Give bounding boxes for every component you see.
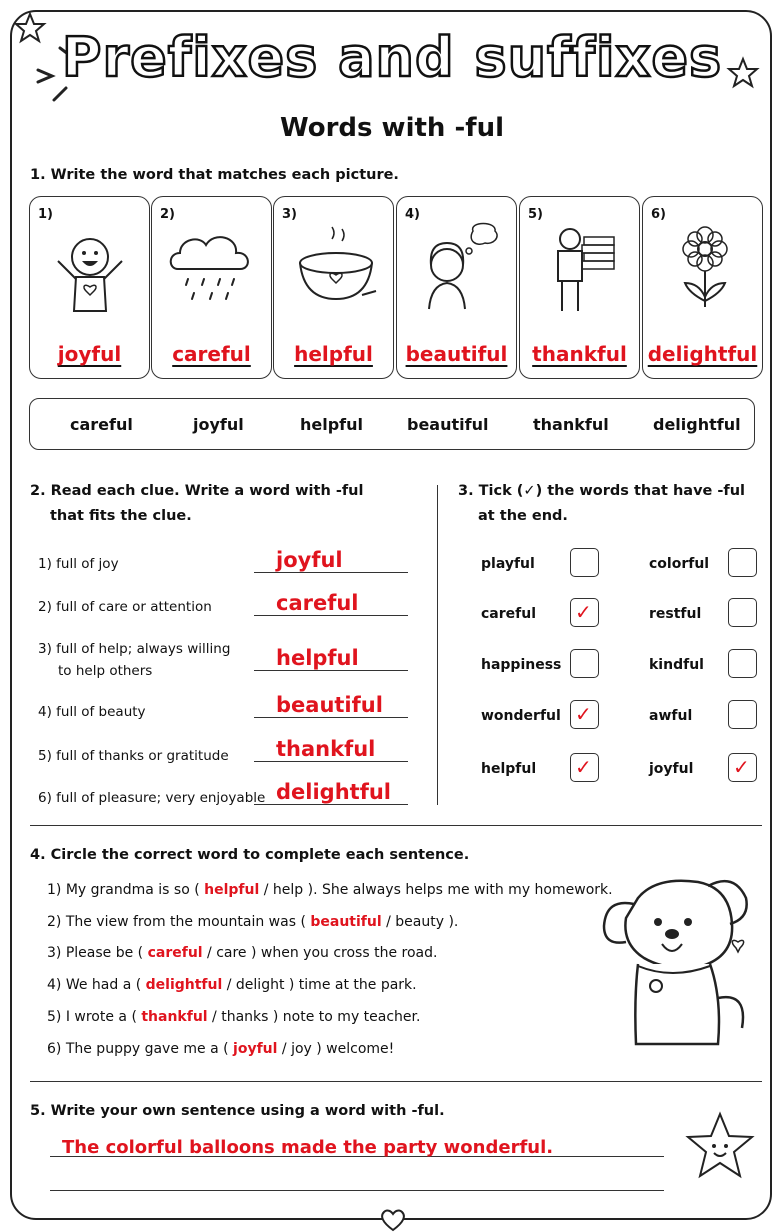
writing-line (50, 1190, 664, 1191)
word-bank-item: careful (70, 415, 133, 434)
word-bank (29, 398, 755, 450)
tick-word: careful (481, 606, 537, 622)
clue-3-line2: to help others (58, 663, 153, 679)
flower-icon (653, 221, 753, 321)
clue-answer-line: careful (254, 591, 408, 616)
clue-6: 6) full of pleasure; very enjoyable (38, 790, 266, 806)
heart-icon (378, 1208, 408, 1232)
boy-with-books-icon (530, 221, 630, 321)
word-bank-item: beautiful (407, 415, 489, 434)
tick-box[interactable]: ✓ (570, 598, 599, 627)
tick-box[interactable] (728, 598, 757, 627)
tick-box[interactable]: ✓ (570, 753, 599, 782)
card-answer: joyful (57, 342, 122, 366)
sentence-5: 5) I wrote a ( thankful / thanks ) note to my teacher. (47, 1009, 421, 1025)
bowl-of-food-icon (284, 221, 384, 321)
card-answer: careful (172, 342, 251, 366)
sentence-1: 1) My grandma is so ( helpful / help ). She always helps me with my homework. (47, 882, 613, 898)
smiling-star-icon (682, 1108, 758, 1184)
sentence-3: 3) Please be ( careful / care ) when you cross the road. (47, 945, 438, 961)
card-answer: thankful (532, 342, 627, 366)
tick-box[interactable]: ✓ (570, 700, 599, 729)
clue-4: 4) full of beauty (38, 704, 146, 720)
column-divider (437, 485, 438, 805)
clue-5: 5) full of thanks or gratitude (38, 748, 229, 764)
word-bank-item: delightful (653, 415, 741, 434)
clue-2: 2) full of care or attention (38, 599, 212, 615)
section2-instruction: 2. Read each clue. Write a word with -ful (30, 483, 364, 499)
section2-instruction-line2: that fits the clue. (50, 508, 192, 524)
section5-instruction: 5. Write your own sentence using a word with -ful. (30, 1103, 445, 1119)
rain-cloud-icon (162, 221, 262, 321)
tick-box[interactable]: ✓ (728, 753, 757, 782)
tick-box[interactable] (728, 649, 757, 678)
word-bank-item: helpful (300, 415, 364, 434)
page-title: Prefixes and suffixes (61, 26, 723, 89)
sentence-6: 6) The puppy gave me a ( joyful / joy ) welcome! (47, 1041, 395, 1057)
card-answer: beautiful (405, 342, 508, 366)
clue-3: 3) full of help; always willing (38, 641, 231, 657)
clue-answer-line: beautiful (254, 693, 408, 718)
own-sentence-answer: The colorful balloons made the party wonderful. (62, 1137, 554, 1158)
clue-1: 1) full of joy (38, 556, 119, 572)
tick-word: helpful (481, 761, 537, 777)
section3-instruction: 3. Tick (✓) the words that have -ful (458, 483, 746, 499)
tick-box[interactable] (728, 700, 757, 729)
word-bank-item: joyful (193, 415, 244, 434)
sentence-2: 2) The view from the mountain was ( beautiful / beauty ). (47, 914, 459, 930)
word-bank-item: thankful (533, 415, 609, 434)
tick-word: kindful (649, 657, 704, 673)
section-divider (30, 825, 762, 826)
sentence-4: 4) We had a ( delightful / delight ) time at the park. (47, 977, 417, 993)
picture-card-1: 1) joyful (29, 196, 150, 379)
card-answer: delightful (647, 342, 758, 366)
tick-word: playful (481, 556, 535, 572)
picture-card-6: 6) delightful (642, 196, 763, 379)
card-answer: helpful (294, 342, 373, 366)
clue-answer-line: helpful (254, 646, 408, 671)
tick-word: wonderful (481, 708, 561, 724)
section4-instruction: 4. Circle the correct word to complete each sentence. (30, 847, 470, 863)
tick-word: joyful (649, 761, 694, 777)
section3-instruction-line2: at the end. (478, 508, 568, 524)
tick-word: colorful (649, 556, 710, 572)
tick-box[interactable] (570, 649, 599, 678)
tick-word: restful (649, 606, 702, 622)
tick-word: awful (649, 708, 693, 724)
clue-answer-line: thankful (254, 737, 408, 762)
page-subtitle: Words with -ful (279, 113, 505, 143)
clue-answer-line: delightful (254, 780, 408, 805)
section-divider (30, 1081, 762, 1082)
happy-child-icon (40, 221, 140, 321)
tick-box[interactable] (728, 548, 757, 577)
clue-answer-line: joyful (254, 548, 408, 573)
tick-word: happiness (481, 657, 562, 673)
thinking-girl-icon (407, 221, 507, 321)
picture-card-2: 2) careful (151, 196, 272, 379)
picture-card-3: 3) helpful (273, 196, 394, 379)
section1-instruction: 1. Write the word that matches each picture. (30, 167, 399, 183)
tick-box[interactable] (570, 548, 599, 577)
picture-card-4: 4) beautiful (396, 196, 517, 379)
picture-card-5: 5) thankful (519, 196, 640, 379)
puppy-icon (598, 868, 758, 1058)
